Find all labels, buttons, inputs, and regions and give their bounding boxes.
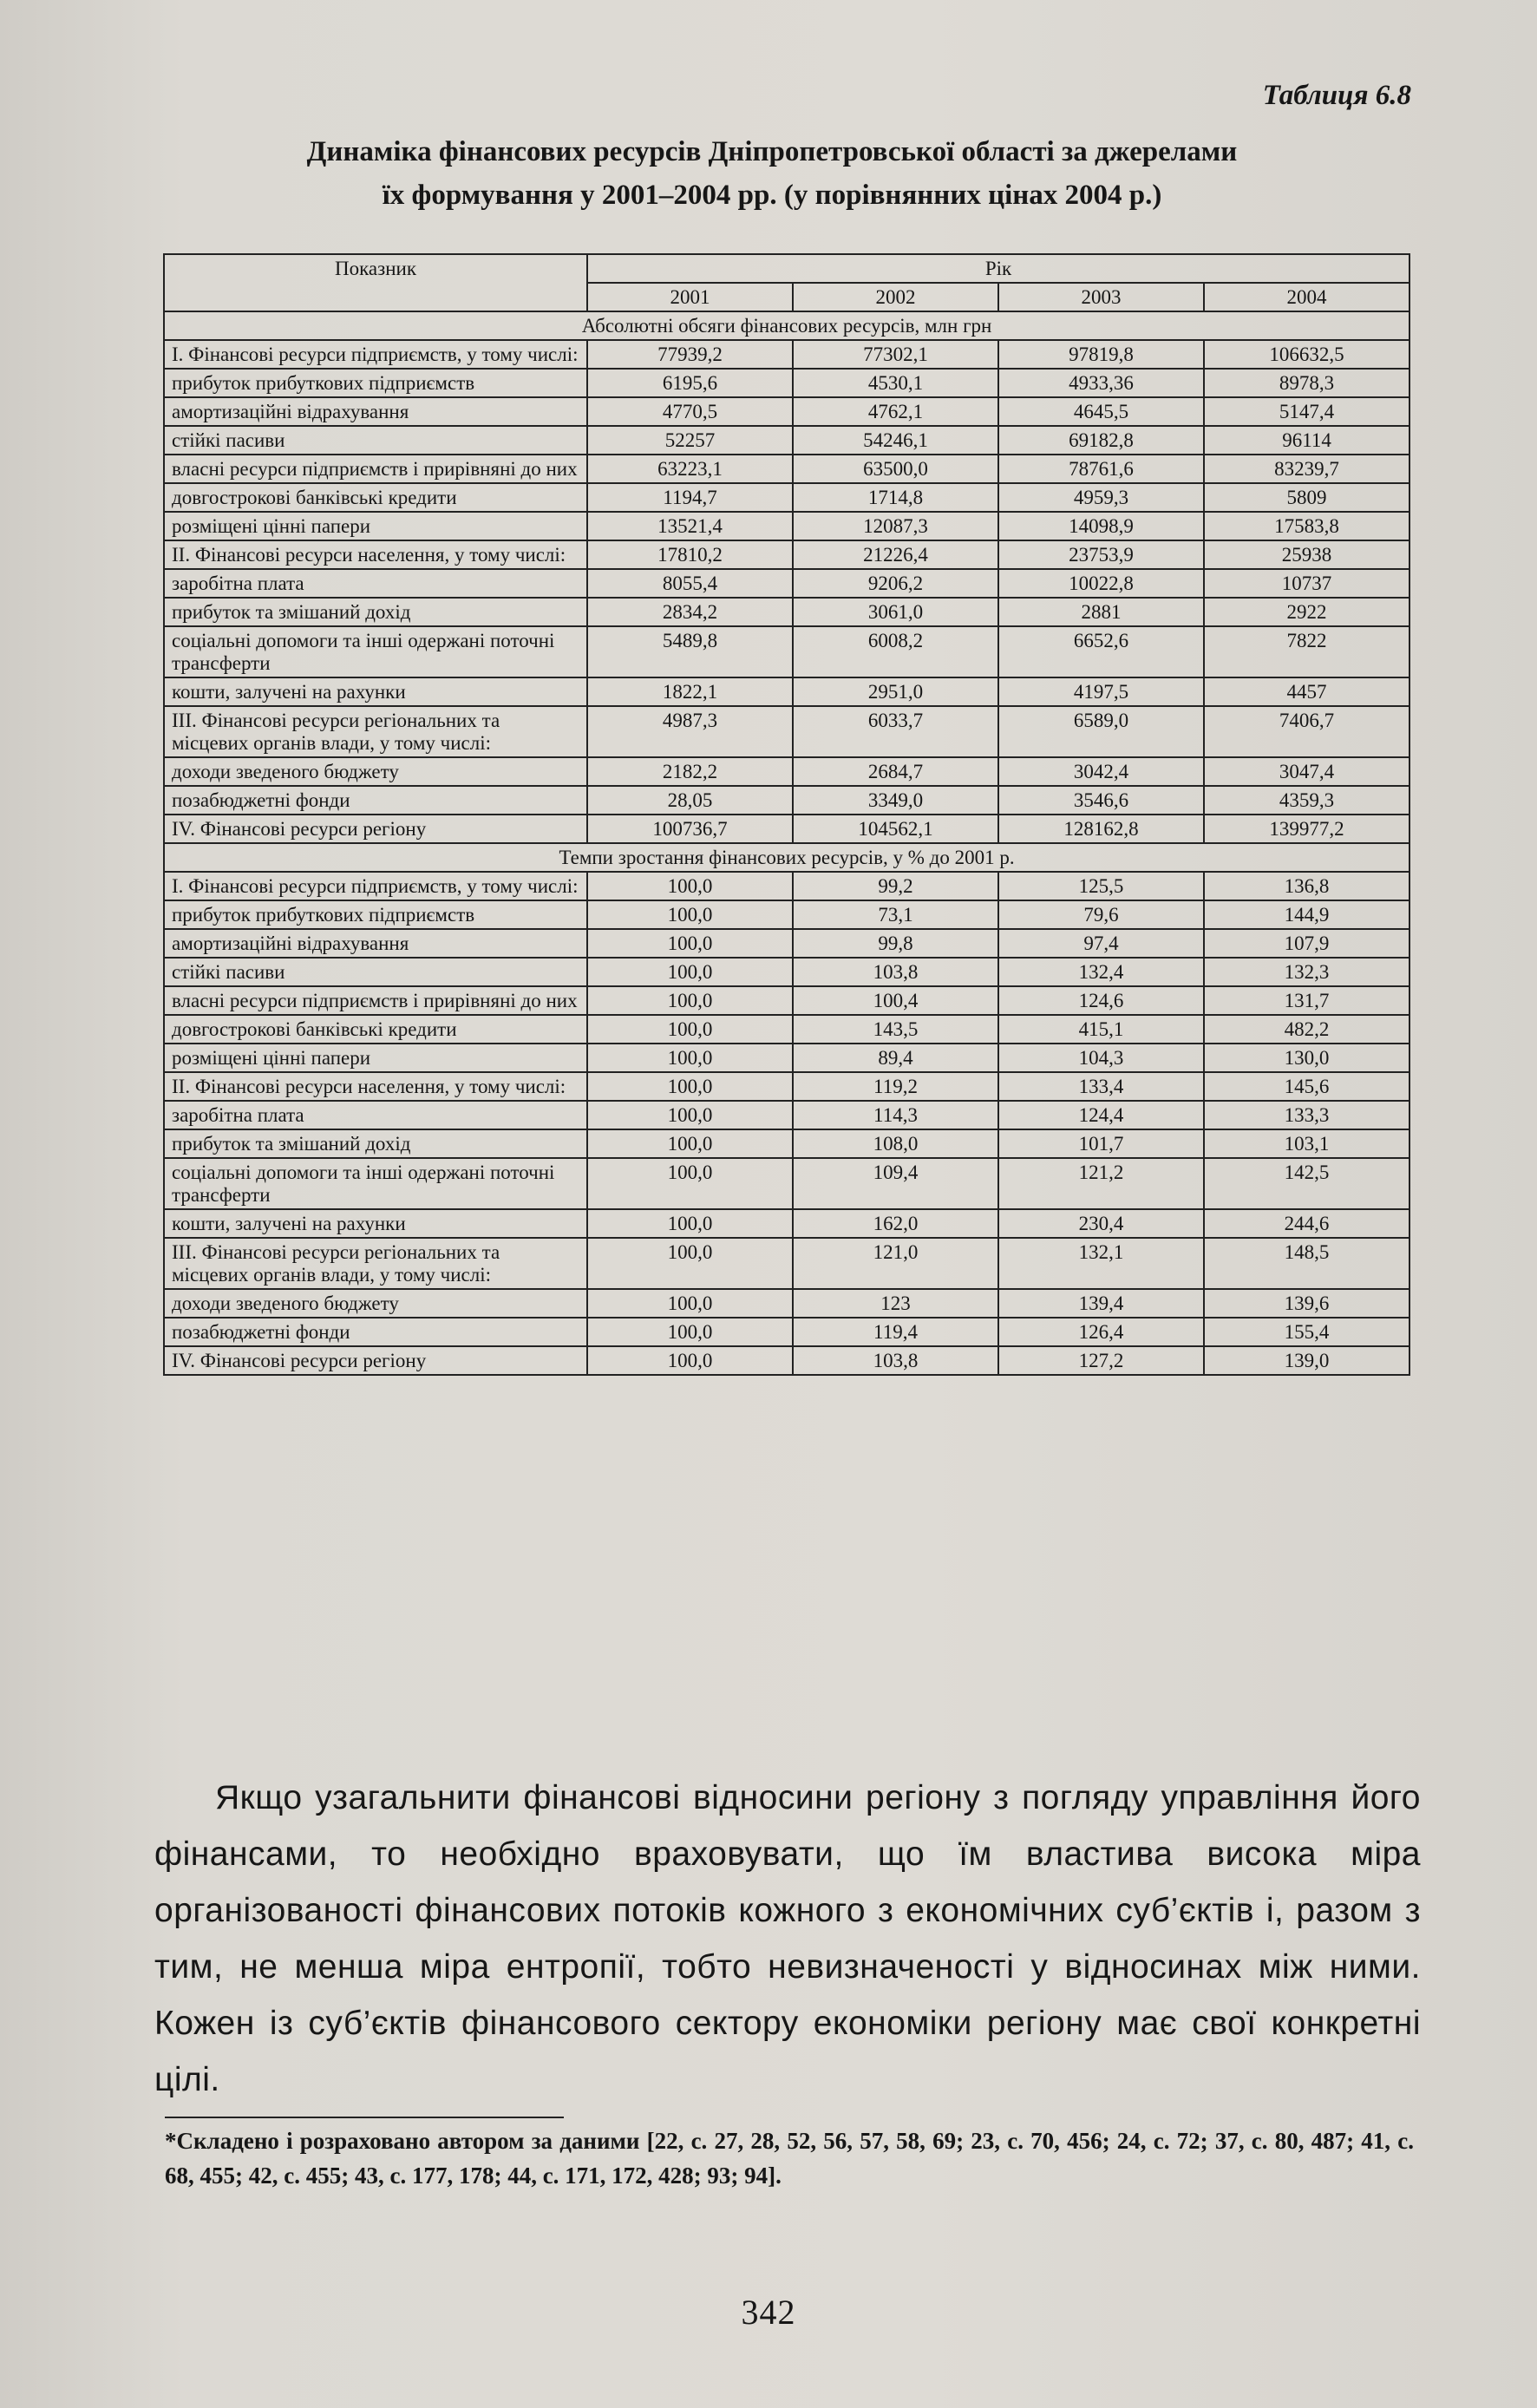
row-label: розміщені цінні папери (164, 512, 587, 540)
row-label: прибуток прибуткових підприємств (164, 369, 587, 397)
cell-2002: 119,2 (793, 1072, 998, 1101)
cell-2001: 6195,6 (587, 369, 793, 397)
cell-2001: 100,0 (587, 1318, 793, 1346)
table-title-line-2: їх формування у 2001–2004 рр. (у порівнянних цінах 2004 р.) (382, 180, 1162, 211)
absolute-row (164, 815, 1409, 843)
cell-2001: 2182,2 (587, 757, 793, 786)
cell-2002: 104562,1 (793, 815, 998, 843)
cell-2001: 100,0 (587, 1289, 793, 1318)
cell-2003: 79,6 (998, 900, 1204, 929)
cell-2004: 96114 (1204, 426, 1409, 455)
absolute-row (164, 786, 1409, 815)
table-container (163, 253, 1410, 1376)
cell-2003: 4197,5 (998, 677, 1204, 706)
section-row-growth (164, 843, 1409, 872)
absolute-row (164, 455, 1409, 483)
cell-2002: 4762,1 (793, 397, 998, 426)
row-label: I. Фінансові ресурси підприємств, у тому числі: (164, 340, 587, 369)
cell-2001: 2834,2 (587, 598, 793, 626)
row-label: кошти, залучені на рахунки (164, 1209, 587, 1238)
page-number: 342 (741, 2293, 796, 2332)
growth-row (164, 958, 1409, 986)
cell-2001: 100,0 (587, 1158, 793, 1209)
cell-2001: 4987,3 (587, 706, 793, 757)
growth-row (164, 1129, 1409, 1158)
cell-2002: 99,8 (793, 929, 998, 958)
cell-2002: 108,0 (793, 1129, 998, 1158)
header-indicator: Показник (164, 254, 587, 311)
absolute-row (164, 483, 1409, 512)
absolute-row (164, 757, 1409, 786)
cell-2004: 3047,4 (1204, 757, 1409, 786)
cell-2003: 127,2 (998, 1346, 1204, 1375)
cell-2001: 100,0 (587, 1015, 793, 1044)
cell-2001: 100,0 (587, 1044, 793, 1072)
row-label: II. Фінансові ресурси населення, у тому числі: (164, 1072, 587, 1101)
row-label: доходи зведеного бюджету (164, 1289, 587, 1318)
cell-2003: 23753,9 (998, 540, 1204, 569)
cell-2001: 5489,8 (587, 626, 793, 677)
cell-2001: 100,0 (587, 986, 793, 1015)
growth-row (164, 986, 1409, 1015)
financial-resources-table (163, 253, 1410, 1376)
section-title-absolute: Абсолютні обсяги фінансових ресурсів, млн грн (164, 311, 1409, 340)
cell-2003: 139,4 (998, 1289, 1204, 1318)
cell-2002: 109,4 (793, 1158, 998, 1209)
cell-2002: 63500,0 (793, 455, 998, 483)
cell-2004: 5147,4 (1204, 397, 1409, 426)
cell-2004: 106632,5 (1204, 340, 1409, 369)
row-label: III. Фінансові ресурси регіональних та місцевих органів влади, у тому числі: (164, 1238, 587, 1289)
cell-2004: 130,0 (1204, 1044, 1409, 1072)
cell-2003: 6652,6 (998, 626, 1204, 677)
cell-2002: 119,4 (793, 1318, 998, 1346)
cell-2002: 2684,7 (793, 757, 998, 786)
cell-2004: 10737 (1204, 569, 1409, 598)
row-label: заробітна плата (164, 1101, 587, 1129)
growth-row (164, 1101, 1409, 1129)
cell-2004: 7406,7 (1204, 706, 1409, 757)
cell-2003: 132,1 (998, 1238, 1204, 1289)
cell-2004: 142,5 (1204, 1158, 1409, 1209)
cell-2002: 3061,0 (793, 598, 998, 626)
absolute-row (164, 706, 1409, 757)
cell-2003: 124,6 (998, 986, 1204, 1015)
cell-2002: 54246,1 (793, 426, 998, 455)
cell-2003: 2881 (998, 598, 1204, 626)
header-year: Рік (587, 254, 1409, 283)
row-label: розміщені цінні папери (164, 1044, 587, 1072)
cell-2004: 155,4 (1204, 1318, 1409, 1346)
cell-2003: 4645,5 (998, 397, 1204, 426)
cell-2002: 123 (793, 1289, 998, 1318)
cell-2001: 4770,5 (587, 397, 793, 426)
growth-row (164, 872, 1409, 900)
cell-2003: 415,1 (998, 1015, 1204, 1044)
row-label: власні ресурси підприємств і прирівняні до них (164, 986, 587, 1015)
cell-2002: 9206,2 (793, 569, 998, 598)
growth-row (164, 1158, 1409, 1209)
growth-row (164, 1015, 1409, 1044)
cell-2004: 5809 (1204, 483, 1409, 512)
absolute-row (164, 512, 1409, 540)
cell-2004: 7822 (1204, 626, 1409, 677)
section-row-absolute (164, 311, 1409, 340)
cell-2004: 103,1 (1204, 1129, 1409, 1158)
row-label: кошти, залучені на рахунки (164, 677, 587, 706)
absolute-row (164, 626, 1409, 677)
footnote-divider (165, 2117, 564, 2118)
row-label: прибуток та змішаний дохід (164, 1129, 587, 1158)
cell-2002: 73,1 (793, 900, 998, 929)
table-title (130, 130, 1414, 217)
cell-2001: 1822,1 (587, 677, 793, 706)
row-label: доходи зведеного бюджету (164, 757, 587, 786)
cell-2003: 4933,36 (998, 369, 1204, 397)
growth-row (164, 1072, 1409, 1101)
cell-2003: 121,2 (998, 1158, 1204, 1209)
cell-2004: 139,6 (1204, 1289, 1409, 1318)
cell-2001: 17810,2 (587, 540, 793, 569)
cell-2003: 132,4 (998, 958, 1204, 986)
cell-2003: 4959,3 (998, 483, 1204, 512)
cell-2004: 83239,7 (1204, 455, 1409, 483)
cell-2001: 100,0 (587, 958, 793, 986)
growth-row (164, 929, 1409, 958)
row-label: соціальні допомоги та інші одержані поточні трансферти (164, 626, 587, 677)
row-label: позабюджетні фонди (164, 786, 587, 815)
cell-2001: 100,0 (587, 1238, 793, 1289)
header-year-2001: 2001 (587, 283, 793, 311)
cell-2004: 8978,3 (1204, 369, 1409, 397)
absolute-row (164, 540, 1409, 569)
cell-2003: 101,7 (998, 1129, 1204, 1158)
cell-2003: 133,4 (998, 1072, 1204, 1101)
cell-2004: 145,6 (1204, 1072, 1409, 1101)
footnote: *Складено і розраховано автором за даними [22, с. 27, 28, 52, 56, 57, 58, 69; 23, с. 70, 456; 24, с. 72; 37, с. 80, 487; 41, с. 68, 455; 42, с. 455; 43, с. 177, 178; 44, с. 171, 172, 428; 93; 94]. (165, 2128, 1414, 2189)
cell-2001: 8055,4 (587, 569, 793, 598)
cell-2003: 125,5 (998, 872, 1204, 900)
cell-2002: 100,4 (793, 986, 998, 1015)
absolute-row (164, 569, 1409, 598)
row-label: II. Фінансові ресурси населення, у тому числі: (164, 540, 587, 569)
cell-2002: 121,0 (793, 1238, 998, 1289)
cell-2001: 100,0 (587, 1129, 793, 1158)
cell-2002: 21226,4 (793, 540, 998, 569)
cell-2003: 128162,8 (998, 815, 1204, 843)
table-title-line-1: Динаміка фінансових ресурсів Дніпропетровської області за джерелами (306, 136, 1238, 167)
header-year-2003: 2003 (998, 283, 1204, 311)
cell-2004: 133,3 (1204, 1101, 1409, 1129)
cell-2004: 4359,3 (1204, 786, 1409, 815)
cell-2002: 6033,7 (793, 706, 998, 757)
cell-2002: 162,0 (793, 1209, 998, 1238)
growth-row (164, 1209, 1409, 1238)
absolute-row (164, 598, 1409, 626)
row-label: власні ресурси підприємств і прирівняні до них (164, 455, 587, 483)
cell-2004: 2922 (1204, 598, 1409, 626)
cell-2002: 143,5 (793, 1015, 998, 1044)
cell-2002: 1714,8 (793, 483, 998, 512)
row-label: I. Фінансові ресурси підприємств, у тому числі: (164, 872, 587, 900)
cell-2004: 139,0 (1204, 1346, 1409, 1375)
cell-2004: 17583,8 (1204, 512, 1409, 540)
cell-2003: 97,4 (998, 929, 1204, 958)
growth-row (164, 1289, 1409, 1318)
cell-2002: 6008,2 (793, 626, 998, 677)
row-label: прибуток прибуткових підприємств (164, 900, 587, 929)
cell-2001: 100,0 (587, 1346, 793, 1375)
cell-2001: 100,0 (587, 1209, 793, 1238)
absolute-row (164, 426, 1409, 455)
cell-2001: 63223,1 (587, 455, 793, 483)
cell-2004: 244,6 (1204, 1209, 1409, 1238)
cell-2003: 3546,6 (998, 786, 1204, 815)
absolute-row (164, 369, 1409, 397)
cell-2003: 14098,9 (998, 512, 1204, 540)
row-label: III. Фінансові ресурси регіональних та місцевих органів влади, у тому числі: (164, 706, 587, 757)
section-title-growth: Темпи зростання фінансових ресурсів, у % до 2001 р. (164, 843, 1409, 872)
body-paragraph: Якщо узагальнити фінансові відносини регіону з погляду управління його фінансами, то необхідно враховувати, що їм властива висока міра організованості фінансових потоків кожного з економічних суб’єктів і, разом з тим, не менша міра ентропії, тобто невизначеності у відносинах між ними. Кожен із суб’єктів фінансового сектору економіки регіону має свої конкретні цілі. (154, 1779, 1421, 2098)
cell-2003: 124,4 (998, 1101, 1204, 1129)
cell-2003: 6589,0 (998, 706, 1204, 757)
absolute-row (164, 397, 1409, 426)
cell-2003: 3042,4 (998, 757, 1204, 786)
cell-2002: 103,8 (793, 958, 998, 986)
cell-2004: 4457 (1204, 677, 1409, 706)
cell-2003: 104,3 (998, 1044, 1204, 1072)
growth-row (164, 1318, 1409, 1346)
cell-2001: 28,05 (587, 786, 793, 815)
cell-2003: 97819,8 (998, 340, 1204, 369)
cell-2001: 100,0 (587, 872, 793, 900)
cell-2004: 25938 (1204, 540, 1409, 569)
cell-2001: 100,0 (587, 929, 793, 958)
row-label: прибуток та змішаний дохід (164, 598, 587, 626)
cell-2002: 77302,1 (793, 340, 998, 369)
cell-2004: 144,9 (1204, 900, 1409, 929)
table-body (164, 311, 1409, 1375)
cell-2002: 89,4 (793, 1044, 998, 1072)
table-number-label: Таблиця 6.8 (1262, 80, 1411, 111)
cell-2002: 4530,1 (793, 369, 998, 397)
cell-2001: 100,0 (587, 900, 793, 929)
cell-2004: 136,8 (1204, 872, 1409, 900)
cell-2003: 69182,8 (998, 426, 1204, 455)
row-label: амортизаційні відрахування (164, 929, 587, 958)
cell-2004: 132,3 (1204, 958, 1409, 986)
cell-2004: 107,9 (1204, 929, 1409, 958)
row-label: заробітна плата (164, 569, 587, 598)
cell-2001: 1194,7 (587, 483, 793, 512)
row-label: амортизаційні відрахування (164, 397, 587, 426)
cell-2001: 13521,4 (587, 512, 793, 540)
cell-2003: 10022,8 (998, 569, 1204, 598)
cell-2002: 3349,0 (793, 786, 998, 815)
growth-row (164, 900, 1409, 929)
growth-row (164, 1238, 1409, 1289)
growth-row (164, 1044, 1409, 1072)
cell-2002: 103,8 (793, 1346, 998, 1375)
header-year-2004: 2004 (1204, 283, 1409, 311)
row-label: IV. Фінансові ресурси регіону (164, 815, 587, 843)
row-label: позабюджетні фонди (164, 1318, 587, 1346)
header-year-2002: 2002 (793, 283, 998, 311)
cell-2004: 482,2 (1204, 1015, 1409, 1044)
cell-2002: 99,2 (793, 872, 998, 900)
header-row-1 (164, 254, 1409, 283)
row-label: стійкі пасиви (164, 958, 587, 986)
row-label: соціальні допомоги та інші одержані поточні трансферти (164, 1158, 587, 1209)
absolute-row (164, 340, 1409, 369)
cell-2001: 52257 (587, 426, 793, 455)
cell-2001: 100,0 (587, 1072, 793, 1101)
row-label: довгострокові банківські кредити (164, 1015, 587, 1044)
cell-2002: 2951,0 (793, 677, 998, 706)
cell-2001: 77939,2 (587, 340, 793, 369)
cell-2003: 126,4 (998, 1318, 1204, 1346)
cell-2001: 100,0 (587, 1101, 793, 1129)
absolute-row (164, 677, 1409, 706)
growth-row (164, 1346, 1409, 1375)
cell-2002: 114,3 (793, 1101, 998, 1129)
cell-2004: 148,5 (1204, 1238, 1409, 1289)
cell-2002: 12087,3 (793, 512, 998, 540)
row-label: довгострокові банківські кредити (164, 483, 587, 512)
cell-2001: 100736,7 (587, 815, 793, 843)
cell-2004: 131,7 (1204, 986, 1409, 1015)
cell-2003: 78761,6 (998, 455, 1204, 483)
cell-2003: 230,4 (998, 1209, 1204, 1238)
cell-2004: 139977,2 (1204, 815, 1409, 843)
row-label: стійкі пасиви (164, 426, 587, 455)
row-label: IV. Фінансові ресурси регіону (164, 1346, 587, 1375)
